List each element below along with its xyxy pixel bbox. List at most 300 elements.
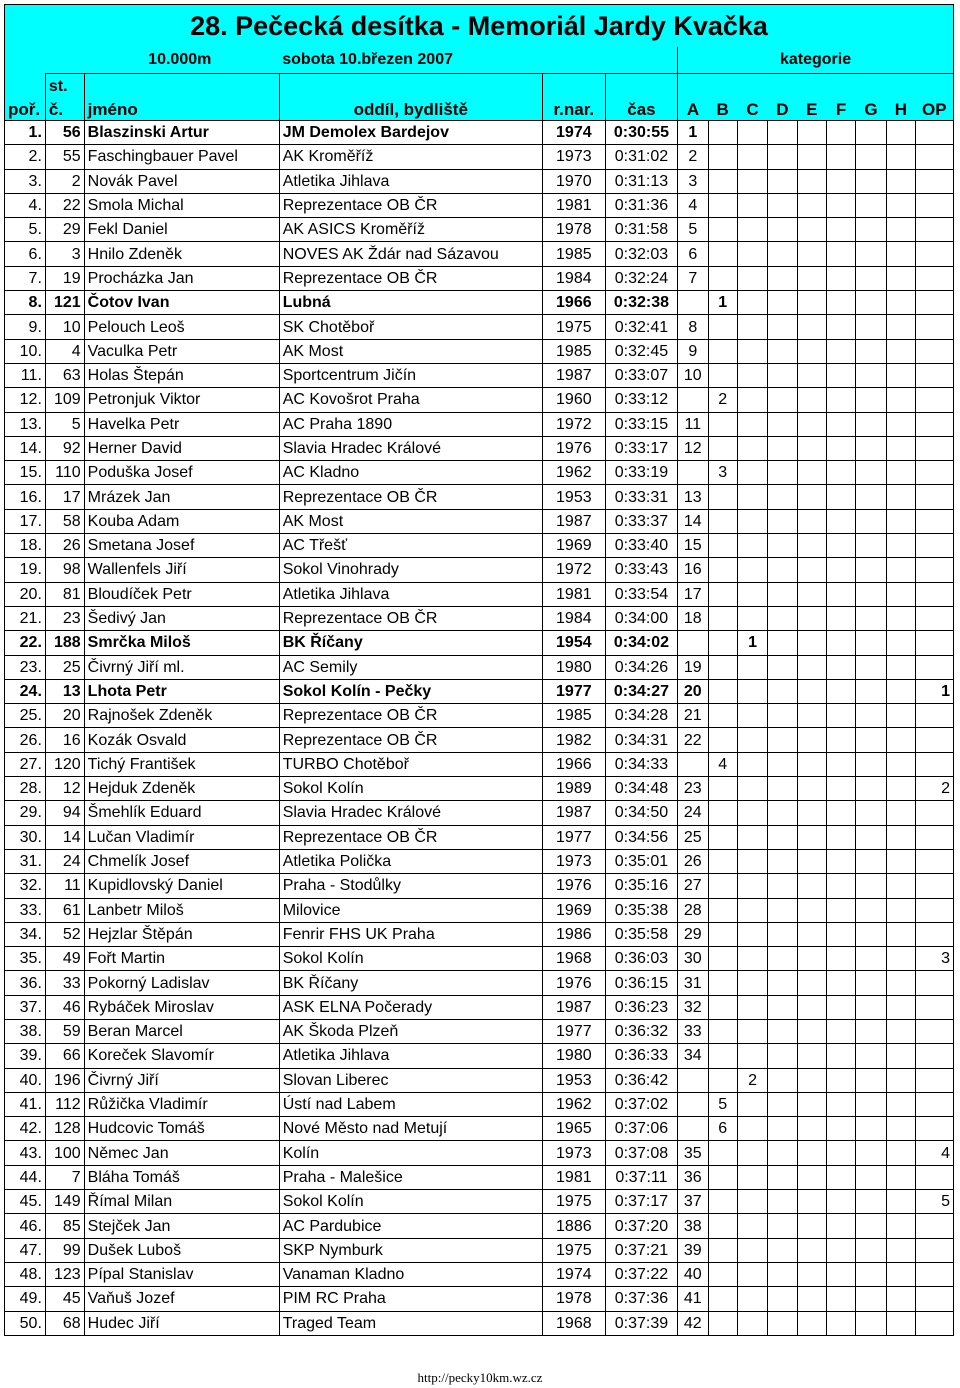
table-row [5,412,954,436]
club-cell: Vanaman Kladno [279,1262,542,1286]
name-cell: Pelouch Leoš [84,315,279,339]
category-cell-d [768,509,797,533]
category-cell-e [797,485,826,509]
table-row [5,485,954,509]
rank-cell: 3. [5,169,46,193]
category-cell-c [737,218,767,242]
year-cell: 1968 [542,947,605,971]
rank-cell: 47. [5,1238,46,1262]
category-cell-a: 29 [678,922,708,946]
category-cell-e [797,266,826,290]
rank-cell: 28. [5,777,46,801]
category-cell-d [768,704,797,728]
year-cell: 1953 [542,485,605,509]
category-cell-b [708,679,737,703]
year-cell: 1978 [542,218,605,242]
category-cell-h [886,169,915,193]
category-cell-g [856,1238,886,1262]
category-cell-a: 31 [678,971,708,995]
category-cell-c [737,1141,767,1165]
rank-cell: 36. [5,971,46,995]
club-cell: PIM RC Praha [279,1287,542,1311]
category-cell-h [886,339,915,363]
name-cell: Římal Milan [84,1190,279,1214]
rank-cell: 21. [5,606,46,630]
category-cell-h [886,193,915,217]
category-cell-h [886,874,915,898]
time-cell: 0:30:55 [605,121,677,145]
category-cell-op [916,558,954,582]
year-cell: 1972 [542,412,605,436]
page-title: 28. Pečecká desítka - Memoriál Jardy Kvačka [5,5,954,48]
table-row [5,801,954,825]
category-cell-g [856,509,886,533]
category-cell-c [737,266,767,290]
category-cell-h [886,315,915,339]
table-row [5,1311,954,1335]
category-cell-d [768,291,797,315]
name-cell: Stejček Jan [84,1214,279,1238]
table-row [5,1141,954,1165]
category-cell-e [797,947,826,971]
category-cell-op [916,1165,954,1189]
year-cell: 1973 [542,145,605,169]
category-cell-e [797,582,826,606]
bib-cell: 121 [45,291,84,315]
time-cell: 0:34:26 [605,655,677,679]
category-cell-h [886,1190,915,1214]
category-cell-d [768,315,797,339]
category-cell-f [826,1287,855,1311]
year-cell: 1953 [542,1068,605,1092]
name-cell: Bláha Tomáš [84,1165,279,1189]
category-cell-b [708,1190,737,1214]
results-sheet [4,4,954,1336]
name-cell: Vaculka Petr [84,339,279,363]
category-cell-e [797,728,826,752]
category-cell-c [737,849,767,873]
rank-cell: 26. [5,728,46,752]
category-cell-f [826,1068,855,1092]
time-header: čas [605,100,677,121]
category-cell-g [856,655,886,679]
table-row [5,655,954,679]
category-cell-a: 15 [678,534,708,558]
category-cell-g [856,412,886,436]
table-row [5,1287,954,1311]
rank-cell: 16. [5,485,46,509]
time-cell: 0:37:17 [605,1190,677,1214]
category-cell-e [797,1287,826,1311]
bib-cell: 17 [45,485,84,509]
category-header-f: F [826,100,855,121]
time-cell: 0:35:01 [605,849,677,873]
year-cell: 1976 [542,436,605,460]
category-cell-h [886,121,915,145]
time-cell: 0:32:41 [605,315,677,339]
bib-cell: 45 [45,1287,84,1311]
category-cell-op: 3 [916,947,954,971]
category-cell-a: 11 [678,412,708,436]
category-cell-c [737,679,767,703]
time-cell: 0:35:38 [605,898,677,922]
category-cell-g [856,1141,886,1165]
time-cell: 0:37:02 [605,1092,677,1116]
category-cell-c [737,485,767,509]
category-cell-a: 13 [678,485,708,509]
category-cell-c [737,145,767,169]
category-header-e: E [797,100,826,121]
table-row [5,825,954,849]
category-cell-h [886,145,915,169]
time-cell: 0:31:58 [605,218,677,242]
rank-cell: 45. [5,1190,46,1214]
year-cell: 1973 [542,1141,605,1165]
category-cell-c [737,291,767,315]
category-cell-e [797,558,826,582]
bib-cell: 11 [45,874,84,898]
category-cell-g [856,1092,886,1116]
bib-cell: 3 [45,242,84,266]
category-cell-e [797,1117,826,1141]
club-cell: Atletika Jihlava [279,582,542,606]
category-cell-g [856,121,886,145]
category-cell-h [886,534,915,558]
category-header-a: A [678,100,708,121]
club-cell: AK Most [279,509,542,533]
category-cell-op [916,218,954,242]
category-cell-g [856,193,886,217]
category-cell-h [886,485,915,509]
year-cell: 1981 [542,582,605,606]
category-header-c: C [737,100,767,121]
bib-cell: 196 [45,1068,84,1092]
name-cell: Vaňuš Jozef [84,1287,279,1311]
year-cell: 1987 [542,995,605,1019]
category-cell-f [826,169,855,193]
category-cell-a: 30 [678,947,708,971]
table-row [5,339,954,363]
category-cell-b [708,121,737,145]
category-cell-d [768,825,797,849]
name-cell: Faschingbauer Pavel [84,145,279,169]
time-cell: 0:37:22 [605,1262,677,1286]
category-cell-b [708,169,737,193]
rank-cell: 25. [5,704,46,728]
year-cell: 1886 [542,1214,605,1238]
year-cell: 1975 [542,1238,605,1262]
category-cell-h [886,218,915,242]
category-cell-op [916,242,954,266]
time-cell: 0:33:17 [605,436,677,460]
category-cell-b [708,995,737,1019]
time-cell: 0:37:21 [605,1238,677,1262]
category-cell-g [856,971,886,995]
bib-cell: 63 [45,363,84,387]
club-cell: JM Demolex Bardejov [279,121,542,145]
category-cell-b: 6 [708,1117,737,1141]
category-cell-f [826,922,855,946]
category-cell-h [886,1044,915,1068]
bib-cell: 19 [45,266,84,290]
rank-cell: 31. [5,849,46,873]
category-cell-a [678,388,708,412]
time-cell: 0:32:38 [605,291,677,315]
category-cell-e [797,388,826,412]
category-cell-op [916,1311,954,1335]
year-cell: 1977 [542,679,605,703]
category-cell-g [856,291,886,315]
name-cell: Blaszinski Artur [84,121,279,145]
category-cell-b [708,655,737,679]
category-cell-c: 2 [737,1068,767,1092]
category-cell-d [768,655,797,679]
club-cell: ASK ELNA Počerady [279,995,542,1019]
club-cell: Atletika Polička [279,849,542,873]
category-cell-c [737,728,767,752]
category-cell-c [737,947,767,971]
bib-cell: 22 [45,193,84,217]
name-cell: Kouba Adam [84,509,279,533]
time-cell: 0:34:31 [605,728,677,752]
category-cell-e [797,1238,826,1262]
bib-cell: 81 [45,582,84,606]
category-cell-a: 36 [678,1165,708,1189]
category-cell-d [768,1287,797,1311]
bib-cell: 29 [45,218,84,242]
name-cell: Smrčka Miloš [84,631,279,655]
category-cell-f [826,655,855,679]
category-cell-a: 12 [678,436,708,460]
category-cell-g [856,1019,886,1043]
category-cell-op [916,461,954,485]
category-cell-a [678,1068,708,1092]
category-cell-a: 41 [678,1287,708,1311]
category-cell-b [708,874,737,898]
time-cell: 0:36:15 [605,971,677,995]
name-cell: Beran Marcel [84,1019,279,1043]
bib-cell: 68 [45,1311,84,1335]
table-row [5,509,954,533]
category-cell-f [826,388,855,412]
category-cell-b [708,606,737,630]
category-cell-op [916,922,954,946]
category-cell-op [916,1262,954,1286]
category-cell-d [768,242,797,266]
category-cell-b [708,412,737,436]
category-cell-f [826,534,855,558]
name-cell: Smetana Josef [84,534,279,558]
category-cell-b [708,849,737,873]
category-cell-op [916,1068,954,1092]
table-row [5,266,954,290]
rank-cell: 10. [5,339,46,363]
category-cell-b [708,1044,737,1068]
category-cell-c [737,898,767,922]
rank-cell: 46. [5,1214,46,1238]
name-cell: Smola Michal [84,193,279,217]
category-cell-op [916,1044,954,1068]
name-cell: Hejzlar Štěpán [84,922,279,946]
bib-cell: 98 [45,558,84,582]
category-cell-f [826,218,855,242]
category-cell-e [797,704,826,728]
table-row [5,704,954,728]
time-cell: 0:36:42 [605,1068,677,1092]
category-cell-c [737,436,767,460]
category-cell-d [768,898,797,922]
category-cell-e [797,1214,826,1238]
category-cell-op: 5 [916,1190,954,1214]
category-cell-e [797,971,826,995]
category-cell-op [916,801,954,825]
name-cell: Pokorný Ladislav [84,971,279,995]
category-cell-g [856,363,886,387]
category-cell-op [916,582,954,606]
name-cell: Lhota Petr [84,679,279,703]
rank-cell: 19. [5,558,46,582]
rank-cell: 38. [5,1019,46,1043]
category-cell-h [886,752,915,776]
category-cell-g [856,266,886,290]
rank-cell: 22. [5,631,46,655]
bib-cell: 23 [45,606,84,630]
rank-cell: 15. [5,461,46,485]
club-cell: Slavia Hradec Králové [279,436,542,460]
rank-cell: 29. [5,801,46,825]
time-cell: 0:35:16 [605,874,677,898]
category-cell-e [797,242,826,266]
category-cell-c [737,412,767,436]
category-cell-op [916,898,954,922]
time-cell: 0:33:40 [605,534,677,558]
category-cell-op [916,704,954,728]
category-cell-f [826,461,855,485]
category-cell-a: 5 [678,218,708,242]
category-cell-a: 22 [678,728,708,752]
time-cell: 0:37:39 [605,1311,677,1335]
rank-cell: 30. [5,825,46,849]
category-cell-c [737,1092,767,1116]
bib-header-bottom: č. [45,100,84,121]
category-cell-e [797,121,826,145]
category-cell-e [797,1190,826,1214]
category-cell-b: 4 [708,752,737,776]
category-cell-g [856,995,886,1019]
club-cell: Kolín [279,1141,542,1165]
category-cell-a: 18 [678,606,708,630]
category-cell-d [768,1311,797,1335]
time-cell: 0:37:20 [605,1214,677,1238]
name-cell: Herner David [84,436,279,460]
category-cell-e [797,534,826,558]
name-cell: Wallenfels Jiří [84,558,279,582]
bib-cell: 26 [45,534,84,558]
category-cell-b [708,801,737,825]
category-cell-op [916,1287,954,1311]
category-cell-f [826,145,855,169]
category-cell-b [708,777,737,801]
club-cell: Ústí nad Labem [279,1092,542,1116]
year-cell: 1989 [542,777,605,801]
category-cell-e [797,1311,826,1335]
bib-cell: 100 [45,1141,84,1165]
category-cell-f [826,315,855,339]
name-cell: Chmelík Josef [84,849,279,873]
bib-cell: 123 [45,1262,84,1286]
year-cell: 1985 [542,339,605,363]
year-cell: 1966 [542,291,605,315]
category-cell-op [916,121,954,145]
year-cell: 1980 [542,1044,605,1068]
category-cell-c [737,363,767,387]
year-cell: 1970 [542,169,605,193]
category-cell-op [916,606,954,630]
category-cell-a: 34 [678,1044,708,1068]
time-cell: 0:31:02 [605,145,677,169]
category-cell-a: 24 [678,801,708,825]
category-cell-op [916,995,954,1019]
name-cell: Rybáček Miroslav [84,995,279,1019]
table-row [5,1117,954,1141]
club-cell: Atletika Jihlava [279,169,542,193]
category-cell-c [737,1019,767,1043]
category-cell-f [826,242,855,266]
category-cell-d [768,558,797,582]
rank-cell: 34. [5,922,46,946]
category-cell-op [916,412,954,436]
category-cell-h [886,655,915,679]
rank-cell: 39. [5,1044,46,1068]
table-row [5,631,954,655]
bib-cell: 49 [45,947,84,971]
year-cell: 1987 [542,509,605,533]
category-cell-d [768,1141,797,1165]
rank-cell: 5. [5,218,46,242]
bib-cell: 20 [45,704,84,728]
bib-cell: 109 [45,388,84,412]
bib-cell: 46 [45,995,84,1019]
time-cell: 0:33:19 [605,461,677,485]
year-cell: 1974 [542,121,605,145]
club-cell: SKP Nymburk [279,1238,542,1262]
category-cell-d [768,1019,797,1043]
category-cell-e [797,606,826,630]
category-cell-a: 16 [678,558,708,582]
rank-cell: 43. [5,1141,46,1165]
name-cell: Šmehlík Eduard [84,801,279,825]
category-cell-c [737,461,767,485]
name-cell: Šedivý Jan [84,606,279,630]
table-row [5,728,954,752]
category-cell-h [886,461,915,485]
category-cell-d [768,145,797,169]
category-cell-e [797,898,826,922]
category-cell-c: 1 [737,631,767,655]
category-cell-c [737,971,767,995]
category-cell-c [737,1238,767,1262]
category-cell-d [768,995,797,1019]
category-cell-d [768,922,797,946]
category-cell-g [856,242,886,266]
category-cell-e [797,1262,826,1286]
category-cell-g [856,1165,886,1189]
category-cell-b [708,193,737,217]
table-row [5,363,954,387]
category-cell-b [708,339,737,363]
name-cell: Holas Štepán [84,363,279,387]
rank-cell: 41. [5,1092,46,1116]
